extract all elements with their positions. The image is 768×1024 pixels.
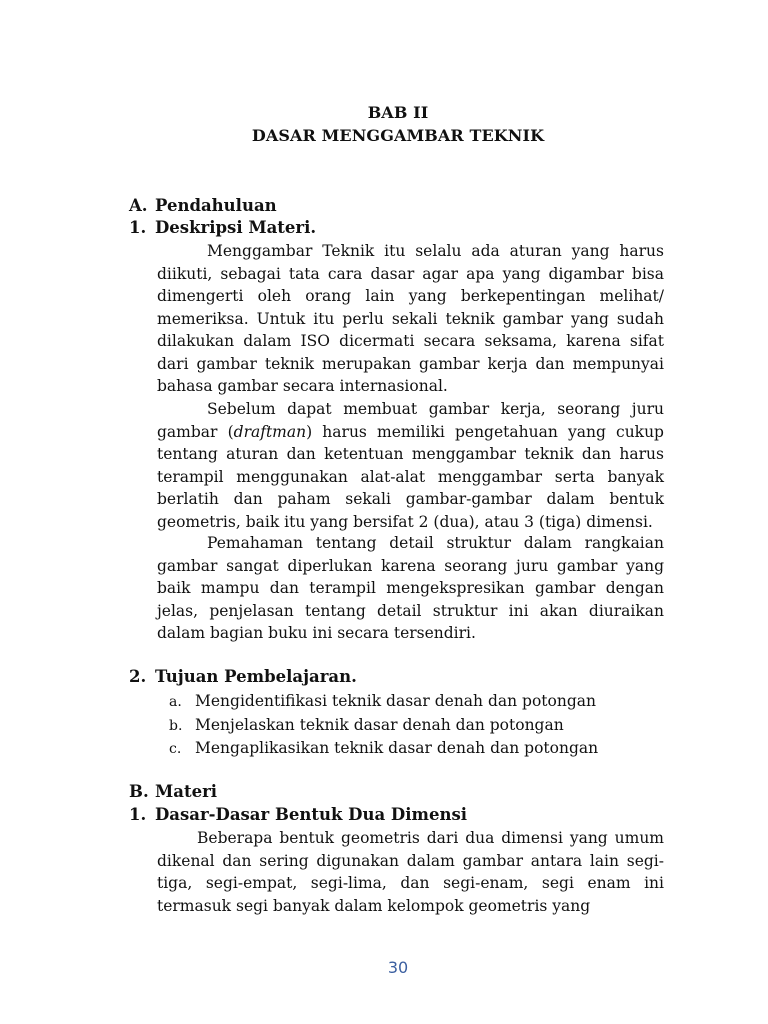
- list-item: [169, 737, 598, 761]
- paragraph-deskripsi-2: [157, 398, 664, 533]
- page-number: 30: [387, 958, 409, 977]
- subsection-a1-heading: [129, 218, 316, 237]
- subsection-b1-number: 1.: [129, 805, 147, 824]
- section-a-label: A.: [129, 196, 148, 215]
- subsection-a1-title: Deskripsi Materi.: [155, 218, 317, 237]
- section-b-label: B.: [129, 782, 149, 801]
- list-item-text: Mengaplikasikan teknik dasar denah dan potongan: [195, 739, 599, 757]
- paragraph-deskripsi-2-end: ) harus memiliki pengetahuan yang cukup tentang aturan dan ketentuan menggambar teknik dan harus terampil menggunakan alat-alat menggambar serta banyak berlatih dan paham sekali gambar-gambar dalam bentuk geometris, baik itu yang bersifat 2 (dua), atau 3 (tiga) dimensi.: [157, 422, 664, 531]
- paragraph-deskripsi-2-start: Sebelum dapat membuat gambar kerja, seorang juru gambar (: [157, 400, 664, 441]
- subsection-a2-heading: [129, 667, 357, 686]
- list-marker: c.: [169, 741, 182, 757]
- paragraph-deskripsi-1: [157, 240, 664, 398]
- section-a-heading: [129, 196, 277, 215]
- list-item: [169, 714, 598, 738]
- paragraph-deskripsi-1-text: Menggambar Teknik itu selalu ada aturan yang harus diikuti, sebagai tata cara dasar agar apa yang digambar bisa dimengerti oleh orang lain yang berkepentingan melihat/ memeriksa. Untuk itu perlu sekali teknik gambar yang sudah dilakukan dalam ISO dicermati secara seksama, karena sifat dari gambar teknik merupakan gambar kerja dan mempunyai bahasa gambar secara internasional.: [157, 242, 664, 395]
- subsection-a1-number: 1.: [129, 218, 147, 237]
- section-b-title: Materi: [155, 782, 218, 801]
- paragraph-deskripsi-2-italic: draftman: [233, 422, 307, 441]
- list-item-text: Mengidentifikasi teknik dasar denah dan potongan: [195, 692, 596, 710]
- subsection-b1-title: Dasar-Dasar Bentuk Dua Dimensi: [155, 805, 468, 824]
- section-a-title: Pendahuluan: [155, 196, 277, 215]
- subsection-b1-heading: [129, 805, 467, 824]
- list-item-text: Menjelaskan teknik dasar denah dan potongan: [195, 715, 564, 734]
- paragraph-materi-1: [157, 827, 664, 917]
- paragraph-materi-1-text: Beberapa bentuk geometris dari dua dimensi yang umum dikenal dan sering digunakan dalam gambar antara lain segi-tiga, segi-empat, segi-lima, dan segi-enam, segi enam ini termasuk segi banyak dalam kelompok geometris yang: [157, 829, 664, 915]
- subsection-a2-number: 2.: [129, 667, 147, 686]
- list-marker: b.: [169, 717, 183, 734]
- learning-objectives-list: [169, 690, 598, 761]
- list-item: [169, 690, 598, 714]
- list-marker: a.: [169, 694, 182, 710]
- chapter-number: BAB II: [367, 103, 429, 122]
- paragraph-deskripsi-3: [157, 532, 664, 645]
- subsection-a2-title: Tujuan Pembelajaran.: [155, 667, 357, 686]
- section-b-heading: [129, 782, 217, 801]
- chapter-title: DASAR MENGGAMBAR TEKNIK: [251, 126, 545, 145]
- paragraph-deskripsi-3-text: Pemahaman tentang detail struktur dalam rangkaian gambar sangat diperlukan karena seorang juru gambar yang baik mampu dan terampil mengekspresikan gambar dengan jelas, penjelasan tentang detail struktur ini akan diuraikan dalam bagian buku ini secara tersendiri.: [157, 534, 664, 642]
